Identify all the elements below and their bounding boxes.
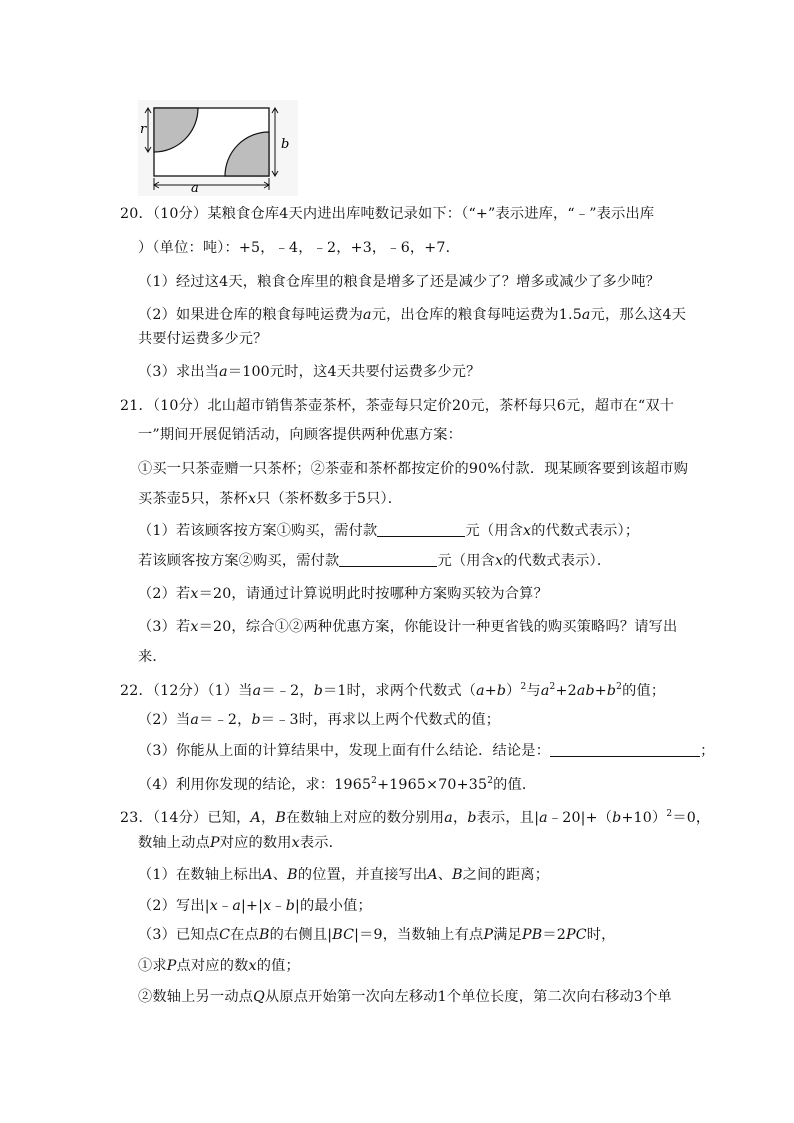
q21-part1-b: 若该顾客按方案②购买，需付款 元（用含x的代数式表示）． xyxy=(138,553,612,569)
q22-part4: （4）利用你发现的结论，求：$1965^2+1965\times 70+35^2$的值． xyxy=(138,776,537,793)
q22-part2: （2）当a＝﹣2，b＝﹣3时，再求以上两个代数式的值； xyxy=(138,712,501,728)
q22-part3: （3）你能从上面的计算结果中，发现上面有什么结论．结论是： ； xyxy=(138,743,715,759)
q21-head-cont: 一”期间开展促销活动，向顾客提供两种优惠方案： xyxy=(138,427,462,443)
label-r: r xyxy=(140,122,147,137)
q20-part3: （3）求出当a＝100元时，这4天共要付运费多少元？ xyxy=(138,364,481,380)
q21-part1: （1）若该顾客按方案①购买，需付款 元（用含x的代数式表示）； xyxy=(138,523,640,539)
q20-head: 20．（10分）某粮食仓库4天内进出库吨数记录如下：（“+”表示进库，“﹣”表示出库 xyxy=(120,206,655,222)
rectangle-figure xyxy=(138,100,298,196)
label-a: a xyxy=(191,181,199,196)
q20-part2-cont: 共要付运费多少元？ xyxy=(138,331,268,347)
q21-part2: （2）若x＝20，请通过计算说明此时按哪种方案购买较为合算？ xyxy=(138,586,548,602)
answer-blank[interactable] xyxy=(550,742,700,757)
q21-options: ①买一只茶壶赠一只茶杯；②茶壶和茶杯都按定价的90%付款．现某顾客要到该超市购 xyxy=(138,461,689,477)
q23-part3: （3）已知点C在点B的右侧且|BC|＝9，当数轴上有点P满足PB＝2PC时， xyxy=(138,927,616,943)
q20-part2: （2）如果进仓库的粮食每吨运费为a元，出仓库的粮食每吨运费为1.5a元，那么这4天 xyxy=(138,307,687,323)
q21-part3: （3）若x＝20，综合①②两种优惠方案，你能设计一种更省钱的购买策略吗？请写出 xyxy=(138,619,678,635)
q23-part1: （1）在数轴上标出A、B的位置，并直接写出A、B之间的距离； xyxy=(138,867,550,883)
q23-head: 23．（14分）已知，A，B在数轴上对应的数分别用a，b表示，且$|a﹣20|+(b+10)^2=0$， xyxy=(120,809,711,826)
q21-options-cont: 买茶壶5只，茶杯x只（茶杯数多于5只）． xyxy=(138,491,403,507)
q23-sub1: ①求P点对应的数x的值； xyxy=(138,958,300,974)
q21-head: 21．（10分）北山超市销售茶壶茶杯，茶壶每只定价20元，茶杯每只6元，超市在“双十 xyxy=(120,398,675,414)
answer-blank[interactable] xyxy=(339,552,437,567)
q23-head-cont: 数轴上动点P对应的数用x表示． xyxy=(138,835,344,851)
q22-head: 22．（12分）（1）当a＝﹣2，b＝1时，求两个代数式$(a+b)^2$与$a^2+2ab+b^2$的值； xyxy=(120,682,666,699)
answer-blank[interactable] xyxy=(377,522,465,537)
q20-part1: （1）经过这4天，粮食仓库里的粮食是增多了还是减少了？增多或减少了多少吨？ xyxy=(138,274,661,290)
q21-part3-cont: 来． xyxy=(138,649,167,665)
q23-part2: （2）写出|x﹣a|+|x﹣b|的最小值； xyxy=(138,898,372,914)
label-b: b xyxy=(281,137,290,152)
q20-head-cont: ）（单位：吨）：+5，﹣4，﹣2，+3，﹣6，+7． xyxy=(138,240,461,256)
q23-sub2: ②数轴上另一动点Q从原点开始第一次向左移动1个单位长度，第二次向右移动3个单 xyxy=(138,989,672,1005)
